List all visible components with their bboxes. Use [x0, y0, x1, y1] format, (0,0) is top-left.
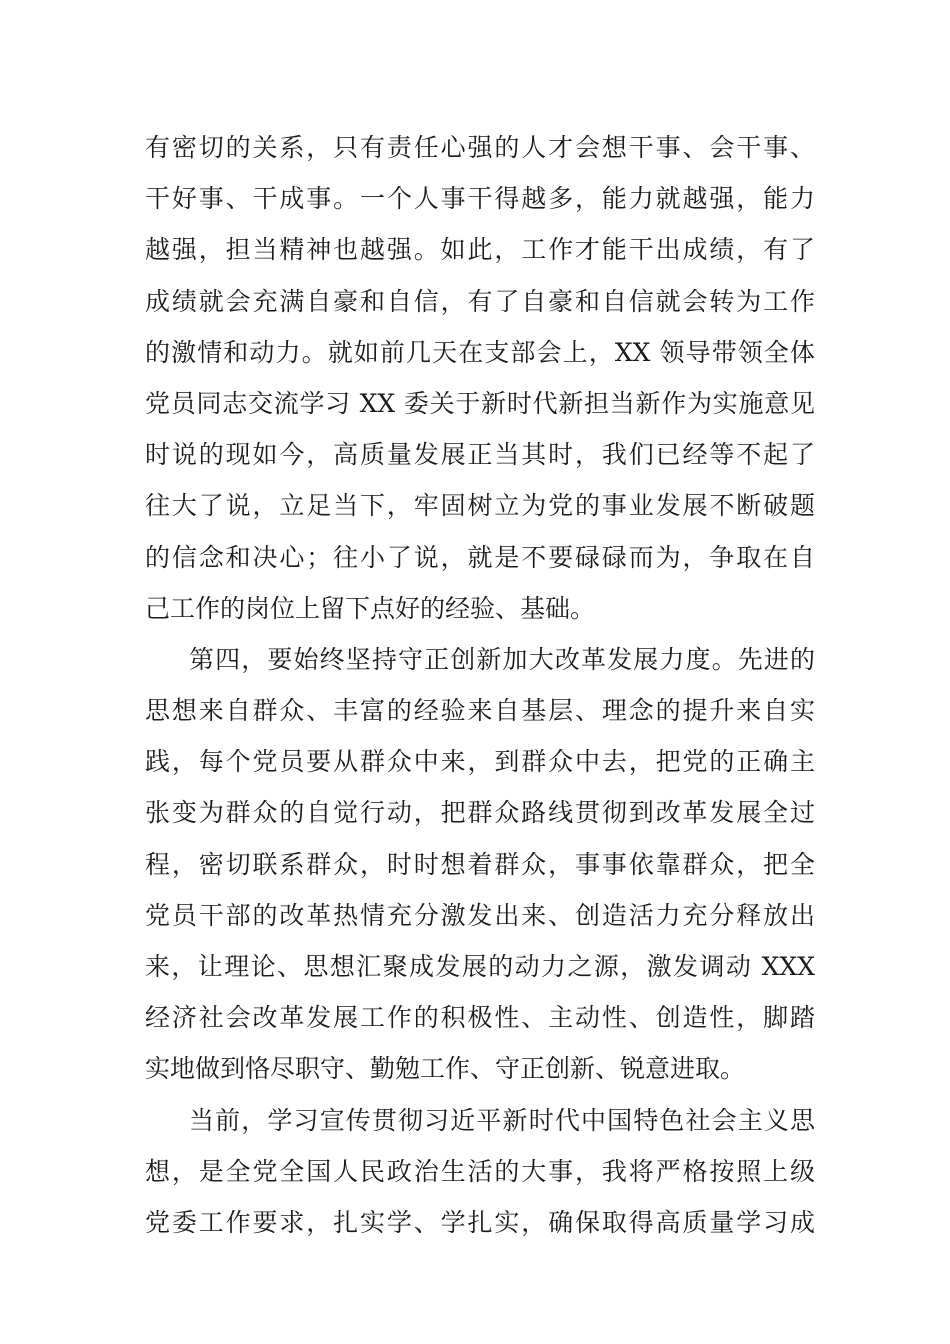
text-line: 来，让理论、思想汇聚成发展的动力之源，激发调动 XXX [145, 952, 815, 981]
paragraph-end-line: 实地做到恪尽职守、勤勉工作、守正创新、锐意进取。 [145, 1054, 746, 1084]
text-line: 党员同志交流学习 XX 委关于新时代新担当新作为实施意见 [145, 388, 815, 418]
text-line: 经济社会改革发展工作的积极性、主动性、创造性，脚踏 [145, 1003, 815, 1033]
text-line: 张变为群众的自觉行动，把群众路线贯彻到改革发展全过 [145, 798, 815, 828]
text-line: 成绩就会充满自豪和自信，有了自豪和自信就会转为工作 [145, 286, 815, 316]
text-line: 党员干部的改革热情充分激发出来、创造活力充分释放出 [145, 900, 815, 930]
text-line: 越强，担当精神也越强。如此，工作才能干出成绩，有了 [145, 235, 815, 265]
text-line: 践，每个党员要从群众中来，到群众中去，把党的正确主 [145, 747, 815, 777]
paragraph-end-line: 己工作的岗位上留下点好的经验、基础。 [145, 593, 596, 623]
paragraph-start-line: 第四，要始终坚持守正创新加大改革发展力度。先进的 [189, 644, 815, 674]
text-line: 往大了说，立足当下，牢固树立为党的事业发展不断破题 [145, 491, 815, 521]
text-line: 想，是全党全国人民政治生活的大事，我将严格按照上级 [145, 1156, 815, 1186]
text-line: 党委工作要求，扎实学、学扎实，确保取得高质量学习成 [145, 1207, 815, 1237]
body-text [145, 122, 815, 1248]
text-line: 有密切的关系，只有责任心强的人才会想干事、会干事、 [145, 133, 815, 162]
text-line: 的信念和决心；往小了说，就是不要碌碌而为，争取在自 [145, 542, 815, 572]
text-line: 干好事、干成事。一个人事干得越多，能力就越强，能力 [145, 184, 815, 214]
text-line: 时说的现如今，高质量发展正当其时，我们已经等不起了 [145, 440, 815, 470]
text-line: 的激情和动力。就如前几天在支部会上，XX 领导带领全体 [145, 337, 815, 367]
text-line: 思想来自群众、丰富的经验来自基层、理念的提升来自实 [145, 696, 815, 726]
text-line: 程，密切联系群众，时时想着群众，事事依靠群众，把全 [145, 849, 815, 879]
paragraph-start-line: 当前，学习宣传贯彻习近平新时代中国特色社会主义思 [189, 1105, 815, 1135]
